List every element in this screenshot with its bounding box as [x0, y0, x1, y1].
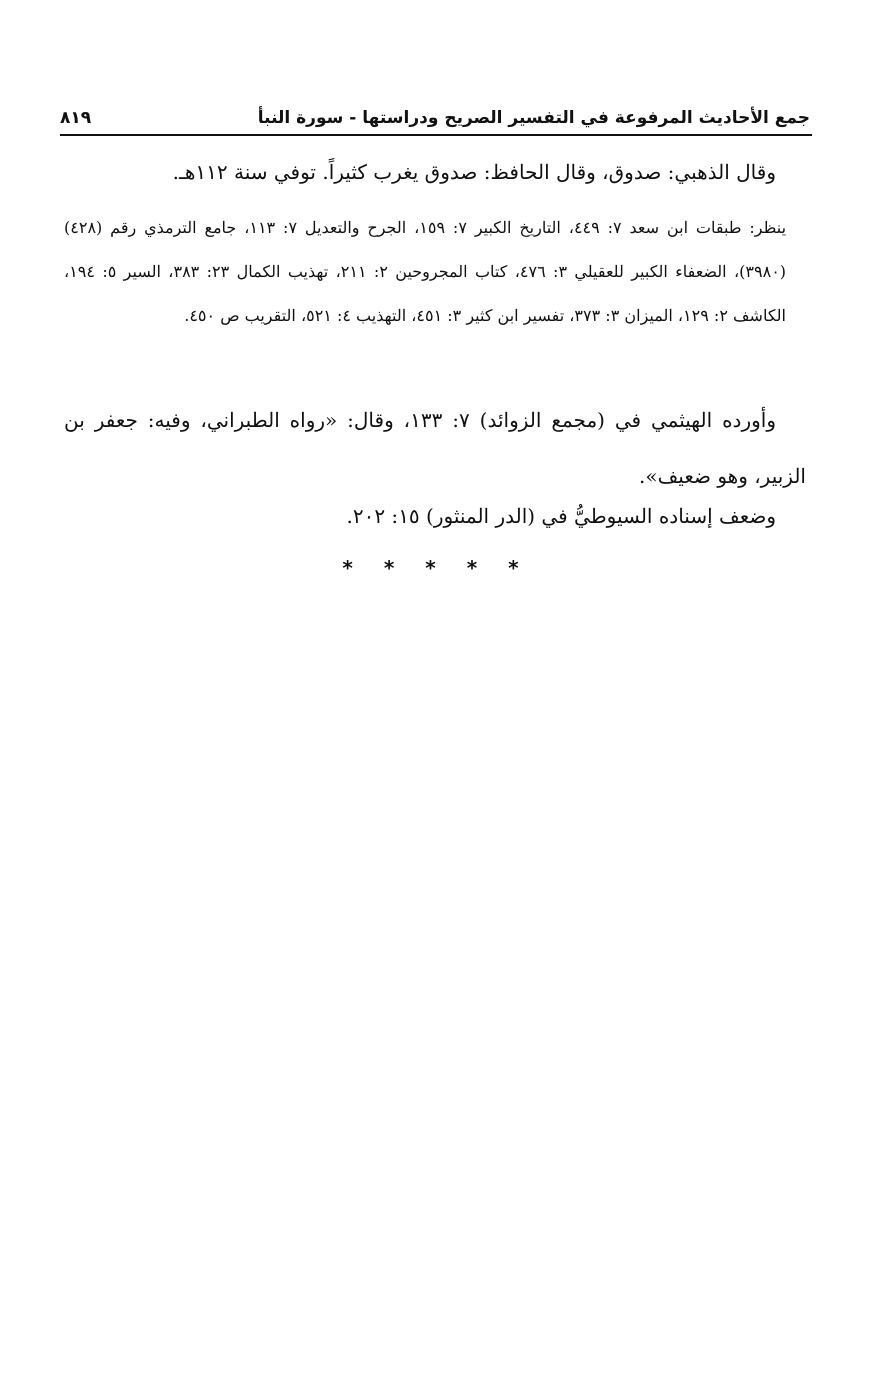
- section-separator: * * * * *: [342, 556, 531, 580]
- paragraph-suyuti: وضعف إسناده السيوطيُّ في (الدر المنثور) ١٥: ٢٠٢.: [346, 504, 776, 528]
- header-rule: [60, 134, 812, 136]
- running-header: [60, 104, 810, 132]
- references-text: ينظر: طبقات ابن سعد ٧: ٤٤٩، التاريخ الكبير ٧: ١٥٩، الجرح والتعديل ٧: ١١٣، جامع الترمذي رقم (٤٢٨) (٣٩٨٠)، الضعفاء الكبير للعقيلي ٣: ٤٧٦، كتاب المجروحين ٢: ٢١١، تهذيب الكمال ٢٣: ٣٨٣، السير ٥: ١٩٤، الكاشف ٢: ١٢٩، الميزان ٣: ٣٧٣، تفسير ابن كثير ٣: ٤٥١، التهذيب ٤: ٥٢١، التقريب ص ٤٥٠.: [64, 218, 787, 325]
- paragraph-haythami: وأورده الهيثمي في (مجمع الزوائد) ٧: ١٣٣، وقال: «رواه الطبراني، وفيه: جعفر بن الزبير، وهو ضعيف».: [64, 408, 806, 488]
- paragraph-dhahabi: وقال الذهبي: صدوق، وقال الحافظ: صدوق يغرب كثيراً. توفي سنة ١١٢هـ.: [172, 160, 776, 184]
- header-title: جمع الأحاديث المرفوعة في التفسير الصريح ودراستها - سورة النبأ: [257, 108, 810, 128]
- page-number: ٨١٩: [60, 108, 92, 128]
- references-paragraph: [64, 206, 806, 338]
